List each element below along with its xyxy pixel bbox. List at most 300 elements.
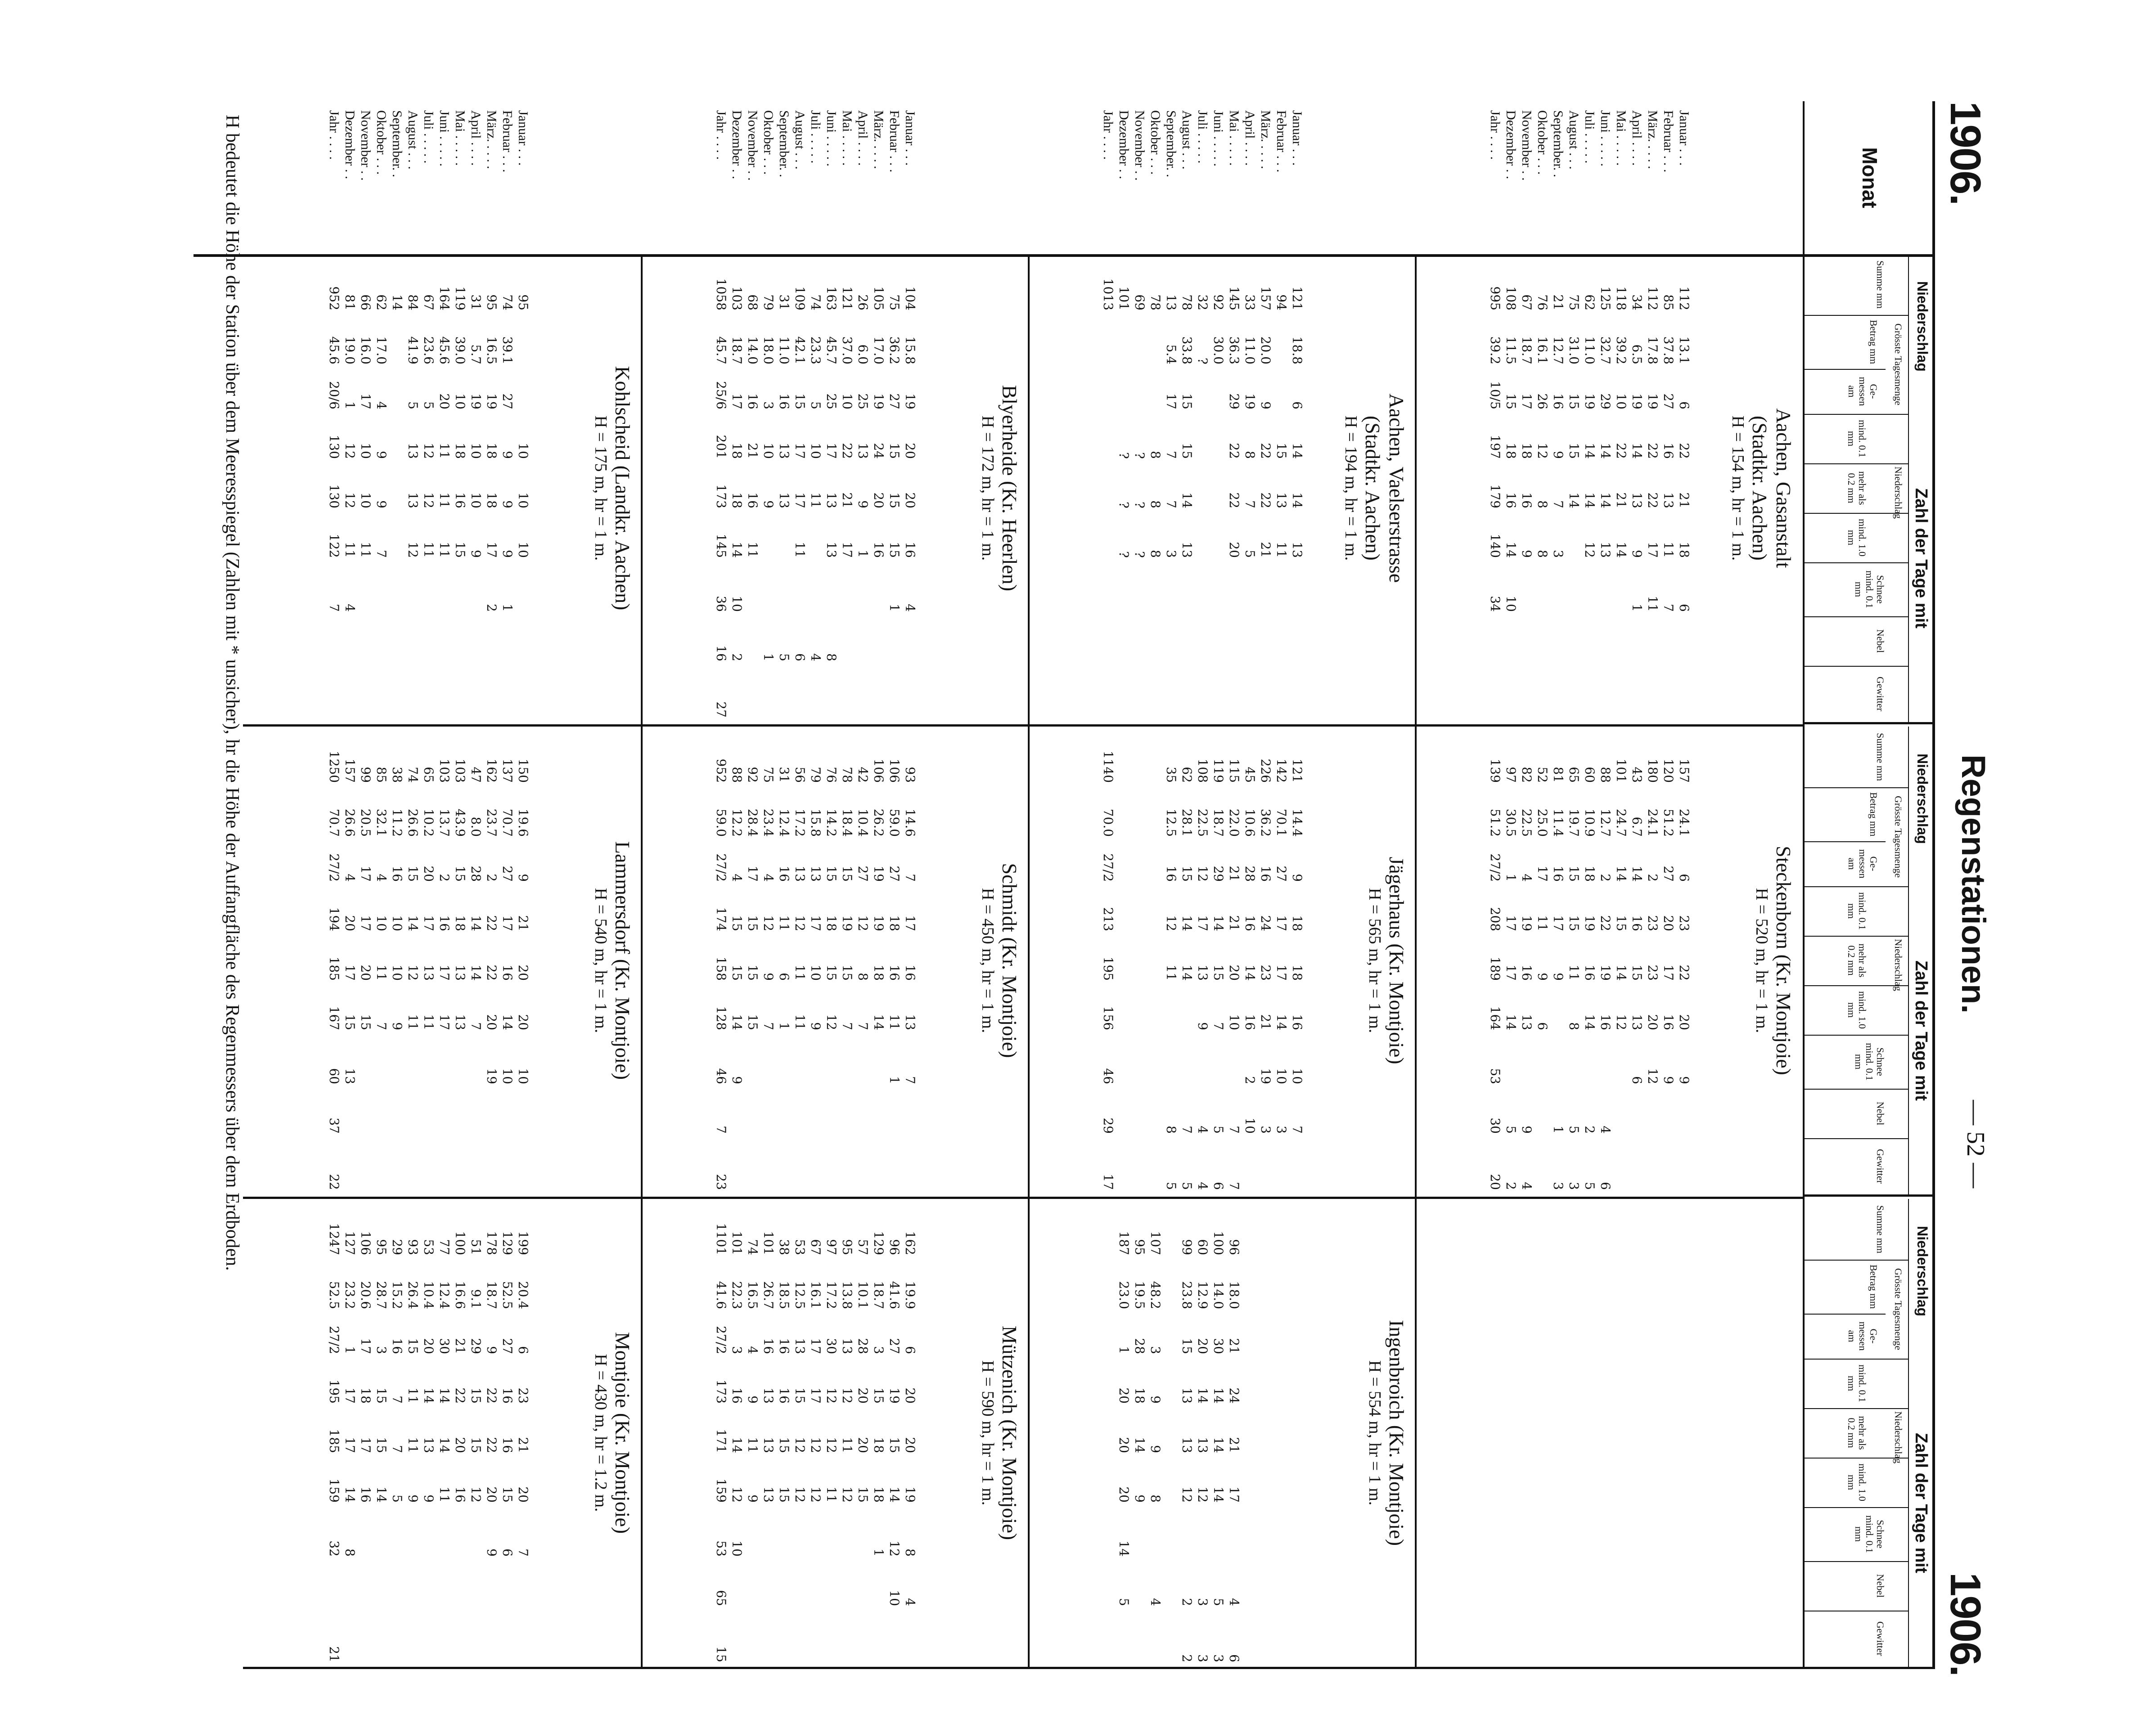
table-cell: 158	[714, 956, 729, 981]
table-cell: 16	[500, 965, 515, 981]
table-cell: 23.4	[761, 808, 776, 837]
table-row	[468, 1199, 484, 1667]
table-cell: 17	[1551, 915, 1566, 931]
table-row	[1274, 1199, 1289, 1667]
table-cell: 18.7	[1211, 808, 1226, 837]
table-row	[776, 727, 792, 1194]
table-cell: 62	[1582, 294, 1597, 310]
table-cell: 15	[500, 1486, 515, 1503]
station-elevation: H = 154 m, hr = 1 m.	[1728, 415, 1747, 561]
table-cell: 21	[1227, 1338, 1242, 1354]
table-cell: 142	[1274, 759, 1289, 783]
table-row	[1226, 727, 1242, 1194]
table-cell: 23	[1258, 965, 1273, 981]
table-cell: 31.0	[1566, 336, 1581, 364]
table-row	[824, 1199, 839, 1667]
table-cell: 18	[1290, 965, 1305, 981]
niederschlag-subgroup-header: Niederschlag	[1893, 1411, 1904, 1464]
table-cell: 21	[1258, 1014, 1273, 1030]
table-cell: 22	[453, 1387, 468, 1404]
table-cell: 9	[1148, 1445, 1163, 1453]
table-cell: 75	[761, 767, 776, 783]
table-cell: 16	[887, 965, 902, 981]
table-cell: 19	[887, 1387, 902, 1404]
table-cell: ?	[1116, 551, 1131, 558]
table-cell: 13	[1179, 542, 1194, 558]
table-cell: 52.5	[500, 1281, 515, 1309]
table-cell: 180	[1645, 759, 1660, 783]
table-row	[484, 254, 500, 722]
table-cell: 22	[484, 1437, 499, 1453]
table-row	[1258, 1199, 1274, 1667]
table-cell: 53	[792, 1239, 807, 1255]
table-cell: 12.5	[792, 1281, 807, 1309]
month-labels: Januar . . . Februar . . . März. . . . . April . . . . Mai . . . . . Juni . . . . . Juli . . . . . August . . . September. . Oktober . . . November . . Dezember . . Jahr . . . .	[327, 110, 531, 181]
table-cell: 51	[468, 1239, 483, 1255]
table-cell: 6	[1290, 401, 1305, 409]
table-cell: 17	[903, 915, 918, 931]
table-cell: 15	[468, 1437, 483, 1453]
table-cell: 14	[1503, 542, 1518, 558]
table-cell: 20	[358, 965, 373, 981]
groesste-header: Grösste Tagesmenge	[1893, 323, 1904, 405]
table-cell: 20	[1227, 542, 1242, 558]
table-row	[1274, 254, 1289, 722]
table-cell: 16	[1582, 965, 1597, 981]
betrag-header: Betrag mm	[1868, 792, 1879, 837]
table-cell: 20	[871, 492, 886, 508]
table-cell: 18.7	[484, 1281, 499, 1309]
table-cell: 9	[761, 973, 776, 981]
table-cell: 20	[903, 492, 918, 508]
table-cell: 15	[1179, 393, 1194, 409]
table-row	[500, 254, 515, 722]
table-cell: 7	[1179, 1126, 1194, 1134]
table-row	[1195, 254, 1211, 722]
table-row	[1242, 727, 1258, 1194]
table-cell: 10.4	[421, 1281, 436, 1309]
table-cell: 12	[1645, 1068, 1660, 1084]
table-cell: 157	[1258, 286, 1273, 310]
table-cell: 129	[500, 1231, 515, 1255]
mehr-02-header: mehr als 0.2 mm	[1846, 943, 1868, 978]
table-cell: 43	[1629, 767, 1644, 783]
table-cell: 9	[855, 500, 870, 508]
table-cell: 16.5	[745, 1281, 760, 1309]
table-row	[421, 254, 437, 722]
table-cell: 164	[1488, 1006, 1503, 1030]
table-row	[1676, 727, 1692, 1194]
table-cell: 1250	[327, 750, 342, 783]
table-cell: 23.3	[808, 336, 823, 364]
table-cell: 8	[1164, 1126, 1179, 1134]
table-cell: 3	[729, 1346, 744, 1354]
table-cell: 13	[1164, 294, 1179, 310]
table-cell: 10.6	[1242, 808, 1257, 837]
table-cell: 14	[1598, 492, 1613, 508]
table-cell: 22.5	[1195, 808, 1210, 837]
table-cell: 952	[327, 286, 342, 310]
table-cell: 10	[808, 965, 823, 981]
table-row	[500, 1199, 515, 1667]
table-cell: ?	[1195, 357, 1210, 364]
table-cell: 93	[405, 1239, 420, 1255]
table-cell: 1	[500, 604, 515, 612]
table-row	[855, 1199, 871, 1667]
table-cell: 84	[405, 294, 420, 310]
table-cell: 5	[1566, 1126, 1581, 1134]
station-header	[1752, 727, 1796, 1194]
table-cell: 8	[903, 1548, 918, 1557]
table-cell: 12	[840, 1387, 855, 1404]
table-cell: 37.8	[1661, 336, 1676, 364]
station-elevation: H = 540 m, hr = 1 m.	[591, 888, 610, 1033]
table-cell: 4	[1598, 1126, 1613, 1134]
table-cell: 16.1	[1535, 336, 1550, 364]
table-cell: 14	[1614, 542, 1629, 558]
table-cell: 17	[1661, 965, 1676, 981]
table-cell: 36.3	[1227, 336, 1242, 364]
table-row	[1582, 727, 1598, 1194]
table-cell: 9	[1258, 401, 1273, 409]
table-cell: 19	[1629, 393, 1644, 409]
table-cell: 2	[1598, 874, 1613, 882]
monat-header: Monat	[1858, 147, 1881, 208]
table-cell: 14	[1566, 492, 1581, 508]
table-cell: 23.8	[1179, 1281, 1194, 1309]
table-cell: 137	[500, 759, 515, 783]
table-cell: 1101	[714, 1223, 729, 1255]
table-cell: 14	[421, 1387, 436, 1404]
table-cell: 122	[327, 534, 342, 558]
table-cell: 162	[903, 1231, 918, 1255]
table-cell: 9	[405, 1495, 420, 1503]
table-cell: 14	[729, 1437, 744, 1453]
nebel-header: Nebel	[1875, 1574, 1886, 1598]
column-divider	[1805, 1359, 1908, 1360]
band-divider	[641, 254, 643, 1667]
table-cell: 20	[855, 1387, 870, 1404]
table-cell: 20/6	[327, 381, 342, 409]
table-cell: 156	[1101, 1006, 1116, 1030]
station-header	[591, 254, 635, 722]
station-name: Kohlscheid (Landkr. Aachen)	[611, 366, 634, 610]
table-cell: 1	[1629, 604, 1644, 612]
table-cell: 96	[887, 1239, 902, 1255]
gewitter-header: Gewitter	[1875, 1149, 1886, 1184]
table-cell: 27	[1661, 866, 1676, 882]
table-cell: 5	[1503, 1126, 1518, 1134]
table-cell: 10	[1274, 1068, 1289, 1084]
table-cell: 27	[855, 866, 870, 882]
table-cell: 24.7	[1614, 808, 1629, 837]
table-row	[1645, 254, 1661, 722]
table-cell: 11	[1274, 542, 1289, 558]
table-cell: 32.7	[1598, 336, 1613, 364]
table-cell: 9	[500, 451, 515, 459]
table-row	[1598, 254, 1613, 722]
table-cell: 22	[1598, 915, 1613, 931]
table-cell: 3	[1566, 1182, 1581, 1190]
table-cell: 11	[421, 542, 436, 558]
table-cell: 15	[745, 965, 760, 981]
table-row	[808, 727, 824, 1194]
table-cell: 16	[500, 1437, 515, 1453]
table-cell: 39.1	[500, 336, 515, 364]
table-cell: 15	[374, 1437, 389, 1453]
table-cell: 17	[1227, 1486, 1242, 1503]
table-cell: 121	[840, 286, 855, 310]
gewitter-header: Gewitter	[1875, 677, 1886, 711]
table-cell: 60	[1582, 767, 1597, 783]
table-cell: 95	[484, 294, 499, 310]
table-cell: 16.5	[484, 336, 499, 364]
table-row	[437, 727, 452, 1194]
table-cell: 60	[1195, 1239, 1210, 1255]
table-cell: 11.0	[1242, 336, 1257, 364]
table-cell: 9.1	[468, 1289, 483, 1309]
table-cell: 27	[500, 1338, 515, 1354]
table-cell: 22	[327, 1174, 342, 1190]
table-cell: 13	[453, 1014, 468, 1030]
table-cell: 30	[1488, 1118, 1503, 1134]
table-cell: 22	[1614, 443, 1629, 459]
column-header-block	[1805, 1199, 1935, 1669]
table-cell: 106	[871, 759, 886, 783]
station-name: Schmidt (Kr. Montjoie)	[998, 863, 1021, 1058]
table-cell: 15	[729, 965, 744, 981]
table-cell: 17	[1503, 915, 1518, 931]
table-cell: 5	[808, 401, 823, 409]
table-cell: 76	[1535, 294, 1550, 310]
table-row	[792, 727, 808, 1194]
table-row	[745, 727, 761, 1194]
table-cell: 17	[342, 1437, 357, 1453]
table-cell: 17	[358, 393, 373, 409]
table-cell: 26.7	[761, 1281, 776, 1309]
table-cell: 3	[1551, 550, 1566, 558]
table-cell: 9	[808, 1022, 823, 1030]
table-cell: 26.6	[405, 808, 420, 837]
table-cell: 20	[421, 1338, 436, 1354]
table-cell: 20	[484, 1486, 499, 1503]
table-cell: 1	[887, 1076, 902, 1084]
table-cell: 120	[1661, 759, 1676, 783]
table-cell: 30.5	[1503, 808, 1518, 837]
table-cell: 9	[1519, 550, 1534, 558]
table-cell: 11	[437, 542, 452, 558]
table-cell: 6.7	[1629, 817, 1644, 837]
table-cell: 4	[745, 1346, 760, 1354]
table-cell: 17.0	[374, 336, 389, 364]
table-cell: 16	[390, 866, 405, 882]
table-cell: 14	[871, 1014, 886, 1030]
table-cell: 7	[855, 1022, 870, 1030]
table-cell: 7	[374, 550, 389, 558]
table-cell: 10	[358, 492, 373, 508]
column-divider	[1805, 666, 1908, 667]
table-cell: 15	[745, 915, 760, 931]
table-cell: 11	[1535, 915, 1550, 931]
table-cell: 12	[824, 1437, 839, 1453]
table-row	[1503, 727, 1519, 1194]
table-cell: 16	[1164, 866, 1179, 882]
table-cell: 6	[1677, 874, 1692, 882]
table-cell: 29	[390, 1239, 405, 1255]
table-cell: 34	[1488, 596, 1503, 612]
table-row	[792, 1199, 808, 1667]
table-cell: 21	[1227, 1437, 1242, 1453]
table-cell: 16	[777, 1338, 792, 1354]
table-cell: 57	[855, 1239, 870, 1255]
table-cell: 11	[745, 1437, 760, 1453]
table-cell: 9	[468, 550, 483, 558]
table-cell: 15	[824, 965, 839, 981]
table-cell: ?	[1116, 501, 1131, 508]
table-cell: 14	[468, 965, 483, 981]
table-cell: 7	[1661, 604, 1676, 612]
table-cell: 24.1	[1645, 808, 1660, 837]
month-labels: Januar . . . Februar . . . März. . . . . April . . . . Mai . . . . . Juni . . . . . Juli . . . . . August . . . September. . Oktober . . . November . . Dezember . . Jahr . . . .	[1488, 110, 1692, 181]
table-cell: 16	[437, 915, 452, 931]
table-row	[358, 254, 374, 722]
table-cell: 7	[761, 1022, 776, 1030]
table-cell: 46	[1101, 1068, 1116, 1084]
table-cell: 12	[1195, 866, 1210, 882]
table-cell: 14	[437, 1437, 452, 1453]
table-cell: 14	[1598, 443, 1613, 459]
table-cell: 23	[1645, 915, 1660, 931]
table-row	[358, 727, 374, 1194]
table-cell: 4	[342, 604, 357, 612]
table-row	[839, 1199, 855, 1667]
table-cell: 23	[1645, 965, 1660, 981]
station-header	[591, 1199, 635, 1667]
table-cell: 18	[1503, 443, 1518, 459]
table-cell: 43.9	[453, 808, 468, 837]
header-rule	[1908, 1199, 1909, 1667]
mehr-02-header: mehr als 0.2 mm	[1846, 471, 1868, 505]
table-cell: 12	[342, 443, 357, 459]
table-cell: 12.4	[777, 808, 792, 837]
table-cell: 4	[808, 653, 823, 661]
table-cell: 9	[1132, 1495, 1147, 1503]
table-cell: 119	[1211, 759, 1226, 783]
table-cell: 16	[761, 1338, 776, 1354]
table-cell: 10.4	[855, 808, 870, 837]
table-cell: 6.0	[855, 344, 870, 364]
table-cell: 69	[1132, 294, 1147, 310]
table-row	[1148, 1199, 1163, 1667]
table-cell: 101	[1614, 759, 1629, 783]
table-cell: 17	[1519, 393, 1534, 409]
table-cell: 28	[855, 1338, 870, 1354]
table-cell: 16	[1519, 492, 1534, 508]
table-cell: 19.0	[342, 336, 357, 364]
mind-10-header: mind. 1.0 mm	[1846, 519, 1868, 557]
gemessen-header: Ge- messen am	[1846, 1321, 1879, 1351]
table-cell: 5	[1179, 1182, 1194, 1190]
table-cell: 39.2	[1488, 336, 1503, 364]
table-cell: 17	[421, 915, 436, 931]
table-row	[1116, 254, 1132, 722]
table-cell: 14	[1211, 1387, 1226, 1404]
table-cell: 100	[1211, 1231, 1226, 1255]
table-row	[1519, 254, 1535, 722]
table-cell: 11	[840, 1437, 855, 1453]
table-cell: 3	[871, 1346, 886, 1354]
table-row	[484, 1199, 500, 1667]
table-cell: 4	[1195, 1182, 1210, 1190]
table-cell: 18.4	[840, 808, 855, 837]
table-cell: 39.2	[1614, 336, 1629, 364]
table-cell: 128	[714, 1006, 729, 1030]
table-row	[1100, 727, 1116, 1194]
table-cell: 5	[390, 1495, 405, 1503]
table-cell: 199	[516, 1231, 531, 1255]
table-cell: 13	[421, 1437, 436, 1453]
table-cell: 10	[808, 443, 823, 459]
table-cell: 97	[824, 1239, 839, 1255]
table-cell: 7	[1242, 500, 1257, 508]
table-cell: 4	[374, 401, 389, 409]
year-right: 1906.	[1941, 1572, 1989, 1676]
table-cell: 88	[1598, 767, 1613, 783]
table-cell: 14	[1629, 866, 1644, 882]
table-cell: 14	[729, 542, 744, 558]
table-cell: 20	[437, 393, 452, 409]
table-row	[1661, 727, 1676, 1194]
table-cell: 18.5	[777, 1281, 792, 1309]
table-cell: 12	[1614, 1014, 1629, 1030]
table-cell: 17	[1195, 915, 1210, 931]
table-cell: 14	[1179, 915, 1194, 931]
table-cell: 11	[405, 1014, 420, 1030]
table-cell: 12	[808, 1437, 823, 1453]
column-divider	[1805, 1314, 1886, 1315]
table-cell: 7	[1227, 1126, 1242, 1134]
table-cell: 18.7	[1519, 336, 1534, 364]
table-row	[1566, 254, 1582, 722]
table-cell: 4	[761, 874, 776, 882]
table-cell: 16	[1661, 1014, 1676, 1030]
table-cell: 13	[761, 1437, 776, 1453]
table-cell: 2	[437, 874, 452, 882]
table-cell: 195	[327, 1379, 342, 1404]
table-row	[1132, 1199, 1148, 1667]
table-row	[1179, 1199, 1195, 1667]
column-divider	[1805, 616, 1908, 617]
table-cell: 8	[1566, 1022, 1581, 1030]
table-cell: 13	[761, 1486, 776, 1503]
table-cell: 29	[1598, 393, 1613, 409]
table-cell: 112	[1645, 286, 1660, 310]
table-cell: 27/2	[327, 853, 342, 882]
table-cell: 45.7	[714, 336, 729, 364]
table-cell: 171	[714, 1429, 729, 1453]
table-row	[1487, 727, 1503, 1194]
table-cell: 27/2	[714, 853, 729, 882]
table-cell: 4	[903, 1598, 918, 1606]
table-cell: 12.7	[1598, 808, 1613, 837]
table-cell: 5.7	[468, 344, 483, 364]
table-row	[515, 1199, 531, 1667]
table-cell: 11	[421, 1014, 436, 1030]
table-cell: 13	[1179, 1387, 1194, 1404]
table-cell: 162	[484, 759, 499, 783]
table-cell: 18	[729, 492, 744, 508]
table-cell: 22	[1677, 443, 1692, 459]
